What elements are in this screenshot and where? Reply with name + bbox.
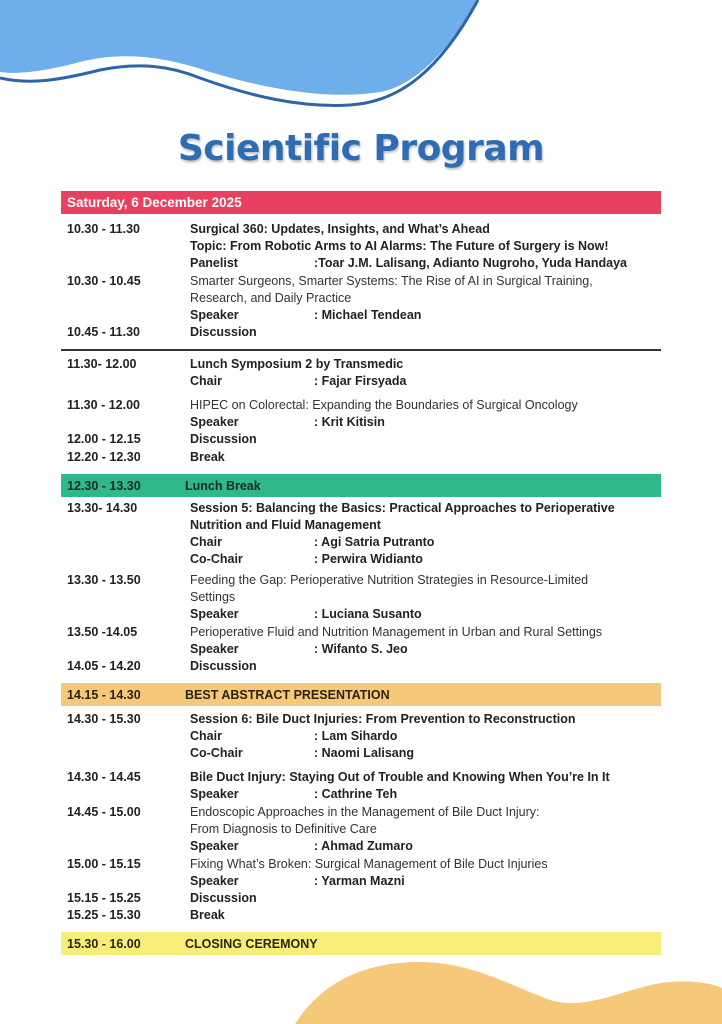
talk-title-cont: Research, and Daily Practice — [190, 291, 352, 305]
closing-ceremony-band — [61, 932, 661, 955]
role-label: Speaker — [190, 642, 239, 656]
time: 14.30 - 15.30 — [67, 712, 141, 726]
role-value: : Fajar Firsyada — [314, 374, 407, 388]
time: 14.30 - 14.45 — [67, 770, 141, 784]
role-value: : Michael Tendean — [314, 308, 422, 322]
item-title: Discussion — [190, 891, 257, 905]
role-value: : Cathrine Teh — [314, 787, 398, 801]
time: 10.45 - 11.30 — [67, 325, 140, 339]
role-value: : Luciana Susanto — [314, 607, 422, 621]
talk-title: Perioperative Fluid and Nutrition Management in Urban and Rural Settings — [190, 625, 603, 639]
role-label: Chair — [190, 374, 222, 388]
time: 12.30 - 13.30 — [67, 478, 141, 493]
role-label: Speaker — [190, 607, 239, 621]
role-value: : Naomi Lalisang — [314, 746, 415, 760]
role-value: : Krit Kitisin — [314, 415, 385, 429]
session-title: Lunch Symposium 2 by Transmedic — [190, 357, 404, 371]
time: 12.00 - 12.15 — [67, 432, 141, 446]
role-value: : Agi Satria Putranto — [314, 535, 435, 549]
item-title: Break — [190, 908, 225, 922]
band-title: CLOSING CEREMONY — [185, 936, 318, 951]
item-title: Discussion — [190, 432, 257, 446]
time: 11.30- 12.00 — [67, 357, 137, 371]
lunch-break-band — [61, 474, 661, 497]
talk-title: Fixing What’s Broken: Surgical Management of Bile Duct Injuries — [190, 857, 548, 871]
role-value: : Lam Sihardo — [314, 729, 398, 743]
day-header: Saturday, 6 December 2025 — [61, 191, 661, 214]
session-topic: Topic: From Robotic Arms to AI Alarms: The Future of Surgery is Now! — [190, 239, 609, 253]
role-value: : Yarman Mazni — [314, 874, 405, 888]
talk-title: Smarter Surgeons, Smarter Systems: The Rise of AI in Surgical Training, — [190, 274, 593, 288]
talk-title: Bile Duct Injury: Staying Out of Trouble and Knowing When You’re In It — [190, 770, 610, 784]
role-value: : Perwira Widianto — [314, 552, 423, 566]
time: 14.15 - 14.30 — [67, 687, 141, 702]
time: 10.30 - 10.45 — [67, 274, 141, 288]
time: 13.30 - 13.50 — [67, 573, 141, 587]
item-title: Break — [190, 450, 225, 464]
best-abstract-band — [61, 683, 661, 706]
role-label: Panelist — [190, 256, 238, 270]
role-label: Speaker — [190, 415, 239, 429]
talk-title: HIPEC on Colorectal: Expanding the Boundaries of Surgical Oncology — [190, 398, 578, 412]
session-title: Surgical 360: Updates, Insights, and What’s Ahead — [190, 222, 490, 236]
talk-title: Feeding the Gap: Perioperative Nutrition Strategies in Resource-Limited — [190, 573, 589, 587]
talk-title-cont: Settings — [190, 590, 236, 604]
role-label: Chair — [190, 729, 222, 743]
time: 15.15 - 15.25 — [67, 891, 141, 905]
time: 13.30- 14.30 — [67, 501, 138, 515]
time: 12.20 - 12.30 — [67, 450, 141, 464]
role-label: Chair — [190, 535, 222, 549]
role-value: : Wifanto S. Jeo — [314, 642, 408, 656]
role-label: Co-Chair — [190, 552, 243, 566]
role-label: Speaker — [190, 787, 239, 801]
role-label: Co-Chair — [190, 746, 243, 760]
band-title: Lunch Break — [185, 478, 261, 493]
time: 14.05 - 14.20 — [67, 659, 141, 673]
role-label: Speaker — [190, 839, 239, 853]
time: 13.50 -14.05 — [67, 625, 138, 639]
session-title-cont: Nutrition and Fluid Management — [190, 518, 381, 532]
time: 15.30 - 16.00 — [67, 936, 141, 951]
time: 15.00 - 15.15 — [67, 857, 141, 871]
page-title: Scientific Program — [177, 128, 545, 169]
time: 11.30 - 12.00 — [67, 398, 140, 412]
divider — [61, 349, 661, 351]
time: 10.30 - 11.30 — [67, 222, 140, 236]
time: 15.25 - 15.30 — [67, 908, 141, 922]
role-label: Speaker — [190, 308, 239, 322]
item-title: Discussion — [190, 659, 257, 673]
session-title: Session 5: Balancing the Basics: Practical Approaches to Perioperative — [190, 501, 615, 515]
time: 14.45 - 15.00 — [67, 805, 141, 819]
role-value: : Ahmad Zumaro — [314, 839, 413, 853]
talk-title: Endoscopic Approaches in the Management of Bile Duct Injury: — [190, 805, 540, 819]
role-value: :Toar J.M. Lalisang, Adianto Nugroho, Yuda Handaya — [314, 256, 628, 270]
item-title: Discussion — [190, 325, 257, 339]
session-title: Session 6: Bile Duct Injuries: From Prevention to Reconstruction — [190, 712, 576, 726]
role-label: Speaker — [190, 874, 239, 888]
talk-title-cont: From Diagnosis to Definitive Care — [190, 822, 377, 836]
band-title: BEST ABSTRACT PRESENTATION — [185, 687, 390, 702]
